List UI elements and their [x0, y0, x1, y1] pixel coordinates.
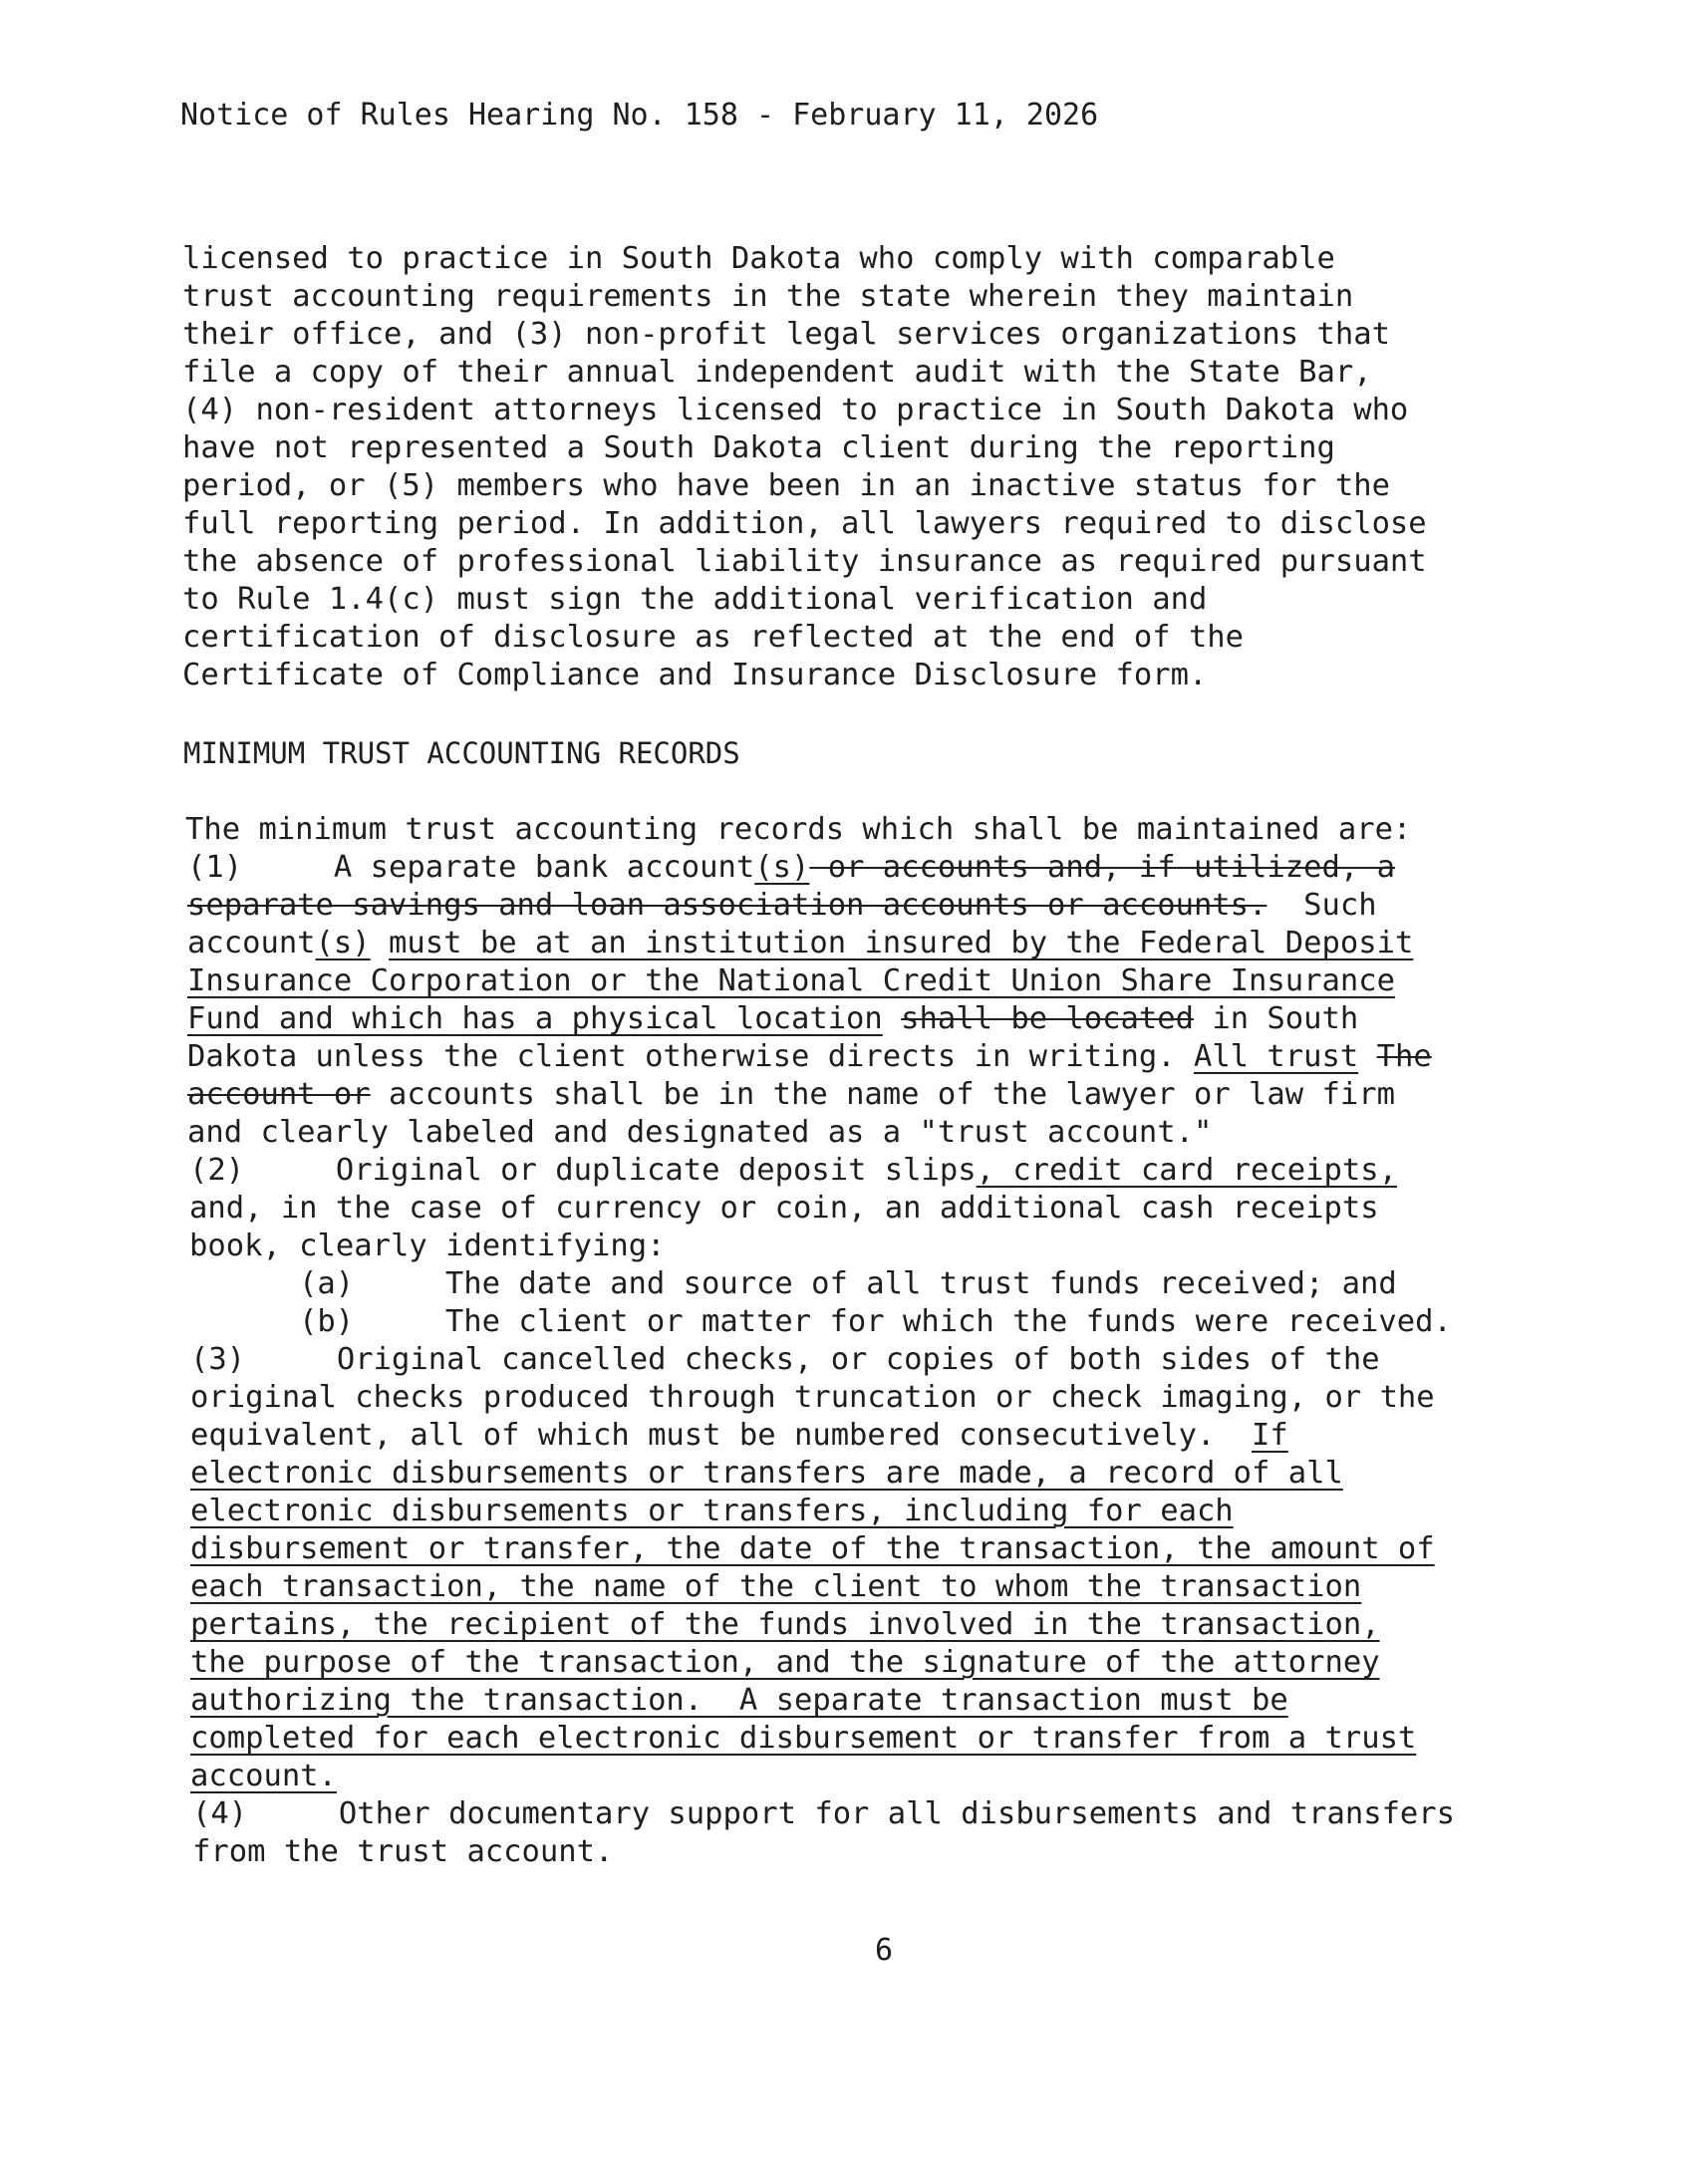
item1-line: and clearly labeled and designated as a "trust account." [187, 1115, 1213, 1150]
paragraph-line: period, or (5) members who have been in an inactive status for the [182, 468, 1390, 503]
paragraph-line: certification of disclosure as reflected at the end of the [182, 620, 1245, 655]
item1-line: account or accounts shall be in the name of the lawyer or law firm [187, 1077, 1395, 1112]
item1-line: Dakota unless the client otherwise directs in writing. All trust The [187, 1039, 1432, 1074]
item1-line: Fund and which has a physical location shall be located in South [187, 1001, 1359, 1036]
page-header: Notice of Rules Hearing No. 158 - February 11, 2026 [180, 98, 1099, 133]
item3-line: (3) Original cancelled checks, or copies of both sides of the [190, 1342, 1380, 1377]
item2-line: (2) Original or duplicate deposit slips, credit card receipts, [189, 1153, 1397, 1188]
item4-line: (4) Other documentary support for all disbursements and transfers [192, 1796, 1456, 1831]
item3-line: original checks produced through truncation or check imaging, or the [190, 1380, 1435, 1415]
paragraph-line: licensed to practice in South Dakota who comply with comparable [182, 241, 1335, 276]
item3-line: equivalent, all of which must be numbered consecutively. If [190, 1418, 1288, 1453]
item3-line: electronic disbursements or transfers, including for each [190, 1494, 1234, 1528]
intro-line: The minimum trust accounting records which shall be maintained are: [185, 812, 1412, 847]
paragraph-line: Certificate of Compliance and Insurance Disclosure form. [182, 658, 1208, 692]
section-heading: MINIMUM TRUST ACCOUNTING RECORDS [183, 736, 740, 770]
item1-line: (1) A separate bank account(s) or accounts and, if utilized, a [187, 850, 1395, 885]
page-number: 6 [875, 1933, 894, 1968]
paragraph-line: have not represented a South Dakota client during the reporting [182, 430, 1335, 465]
item1-line: separate savings and loan association accounts or accounts. Such [187, 888, 1377, 923]
item2-line: and, in the case of currency or coin, an additional cash receipts [189, 1191, 1379, 1226]
paragraph-line: their office, and (3) non-profit legal services organizations that [182, 317, 1390, 352]
paragraph-line: (4) non-resident attorneys licensed to practice in South Dakota who [182, 393, 1409, 427]
item3-line: authorizing the transaction. A separate transaction must be [190, 1683, 1288, 1718]
item1-line: Insurance Corporation or the National Credit Union Share Insurance [187, 963, 1395, 998]
paragraph-line: trust accounting requirements in the state wherein they maintain [182, 279, 1354, 314]
paragraph-line: full reporting period. In addition, all lawyers required to disclose [182, 506, 1427, 541]
item3-line: each transaction, the name of the client to whom the transaction [190, 1569, 1362, 1604]
paragraph-line: to Rule 1.4(c) must sign the additional verification and [182, 582, 1208, 617]
item2-subitem-a: (a) The date and source of all trust funds received; and [299, 1266, 1397, 1301]
item1-line: account(s) must be at an institution insured by the Federal Deposit [187, 926, 1414, 960]
item4-line: from the trust account. [192, 1834, 614, 1869]
item2-subitem-b: (b) The client or matter for which the funds were received. [299, 1304, 1452, 1339]
paragraph-line: the absence of professional liability insurance as required pursuant [182, 544, 1427, 579]
item3-line: pertains, the recipient of the funds involved in the transaction, [190, 1607, 1380, 1642]
item3-line: completed for each electronic disbursement or transfer from a trust [190, 1721, 1417, 1756]
item3-line: disbursement or transfer, the date of the transaction, the amount of [190, 1531, 1435, 1566]
item3-line: electronic disbursements or transfers are made, a record of all [190, 1456, 1343, 1491]
item3-line: account. [190, 1759, 337, 1793]
item3-line: the purpose of the transaction, and the signature of the attorney [190, 1645, 1380, 1680]
item2-line: book, clearly identifying: [189, 1228, 666, 1263]
paragraph-line: file a copy of their annual independent audit with the State Bar, [182, 355, 1372, 390]
